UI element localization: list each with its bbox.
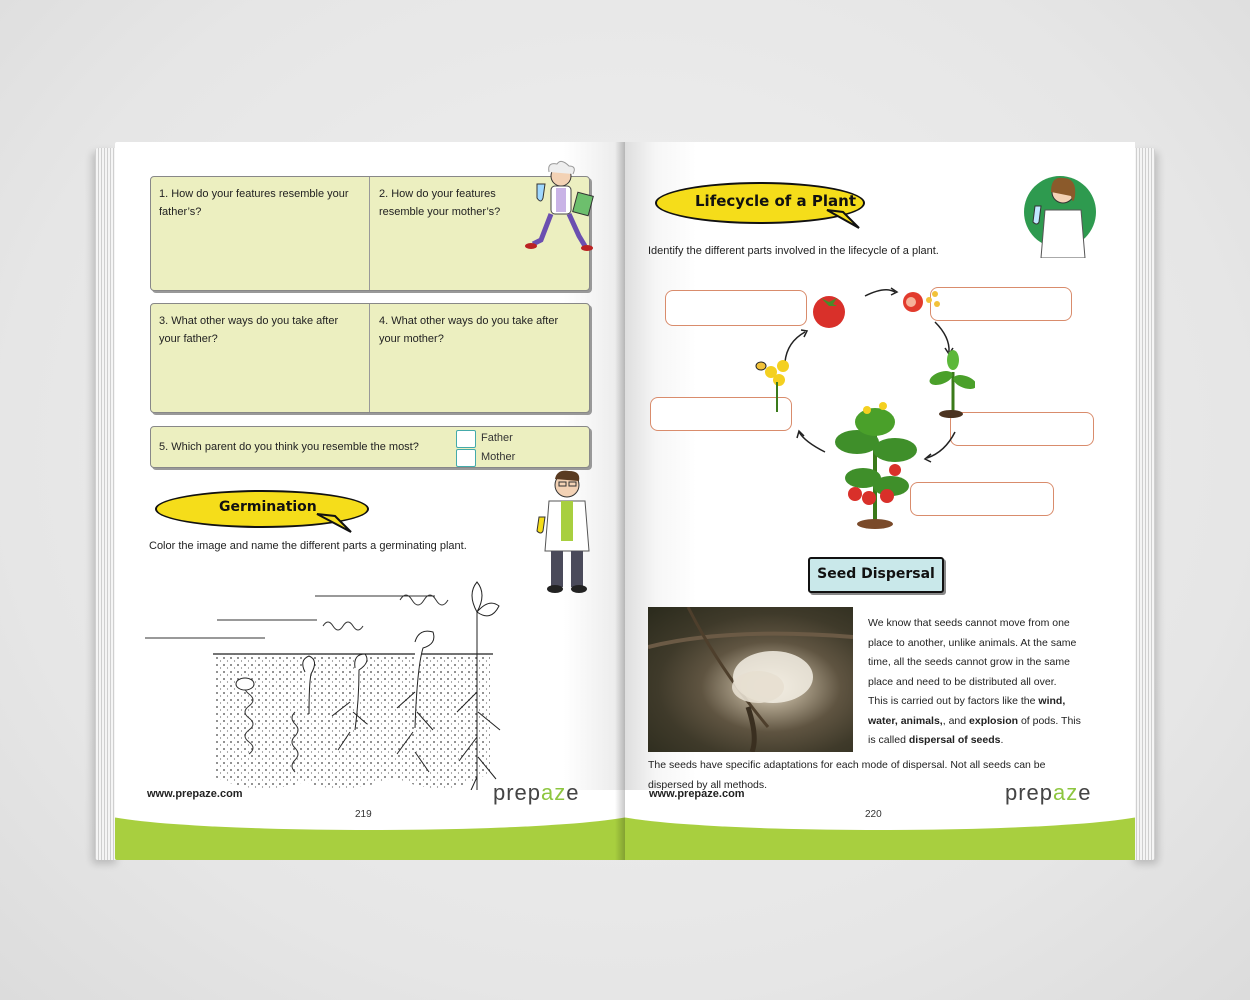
left-brand-logo: prepaze xyxy=(493,780,580,805)
germination-title: Germination xyxy=(219,499,317,515)
question-5: 5. Which parent do you think you resemble the most? xyxy=(159,441,419,453)
seed-dispersal-title: Seed Dispersal xyxy=(817,566,935,582)
mother-checkbox[interactable] xyxy=(456,449,476,467)
germination-instruction: Color the image and name the different parts a germinating plant. xyxy=(149,540,467,552)
question-1: 1. How do your features resemble your father’s? xyxy=(159,188,349,218)
left-footer-site: www.prepaze.com xyxy=(147,788,243,800)
lifecycle-title: Lifecycle of a Plant xyxy=(695,192,857,210)
mother-option-label: Mother xyxy=(481,451,516,463)
left-page xyxy=(115,142,625,860)
bubble-tail xyxy=(825,208,865,232)
father-option-label: Father xyxy=(481,432,513,444)
question-box-5 xyxy=(150,426,590,468)
running-scientist-illustration xyxy=(523,160,603,260)
right-page xyxy=(625,142,1135,860)
open-book xyxy=(95,140,1155,870)
father-checkbox[interactable] xyxy=(456,430,476,448)
lifecycle-instruction: Identify the different parts involved in the lifecycle of a plant. xyxy=(648,245,939,257)
left-page-number: 219 xyxy=(355,809,372,820)
question-3: 3. What other ways do you take after your father? xyxy=(159,315,339,345)
right-brand-logo: prepaze xyxy=(1005,780,1092,805)
divider xyxy=(369,304,370,412)
seed-dispersal-bottom-text: The seeds have specific adaptations for each mode of dispersal. Not all seeds can be dispersed by all methods. xyxy=(648,759,1046,791)
bubble-tail xyxy=(315,512,355,536)
divider xyxy=(369,177,370,290)
lifecycle-diagram xyxy=(745,282,975,532)
right-footer-site: www.prepaze.com xyxy=(649,788,745,800)
seed-dispersal-title-box xyxy=(808,557,944,593)
female-scientist-illustration xyxy=(1015,166,1105,258)
question-4: 4. What other ways do you take after your mother? xyxy=(379,315,559,345)
right-page-number: 220 xyxy=(865,809,882,820)
question-box-3-4 xyxy=(150,303,590,413)
seed-dispersal-paragraph: We know that seeds cannot move from one place to another, unlike animals. At the same time, all the seeds cannot grow in the same place and need to be distributed all over. This is carried out by factors like the wind, water, animals,, and explosion of pods. This is called dispersal of seeds. xyxy=(868,617,1081,746)
question-2: 2. How do your features resemble your mother’s? xyxy=(379,188,501,218)
milkweed-seed-photo xyxy=(648,607,853,752)
germination-diagram xyxy=(145,572,575,812)
